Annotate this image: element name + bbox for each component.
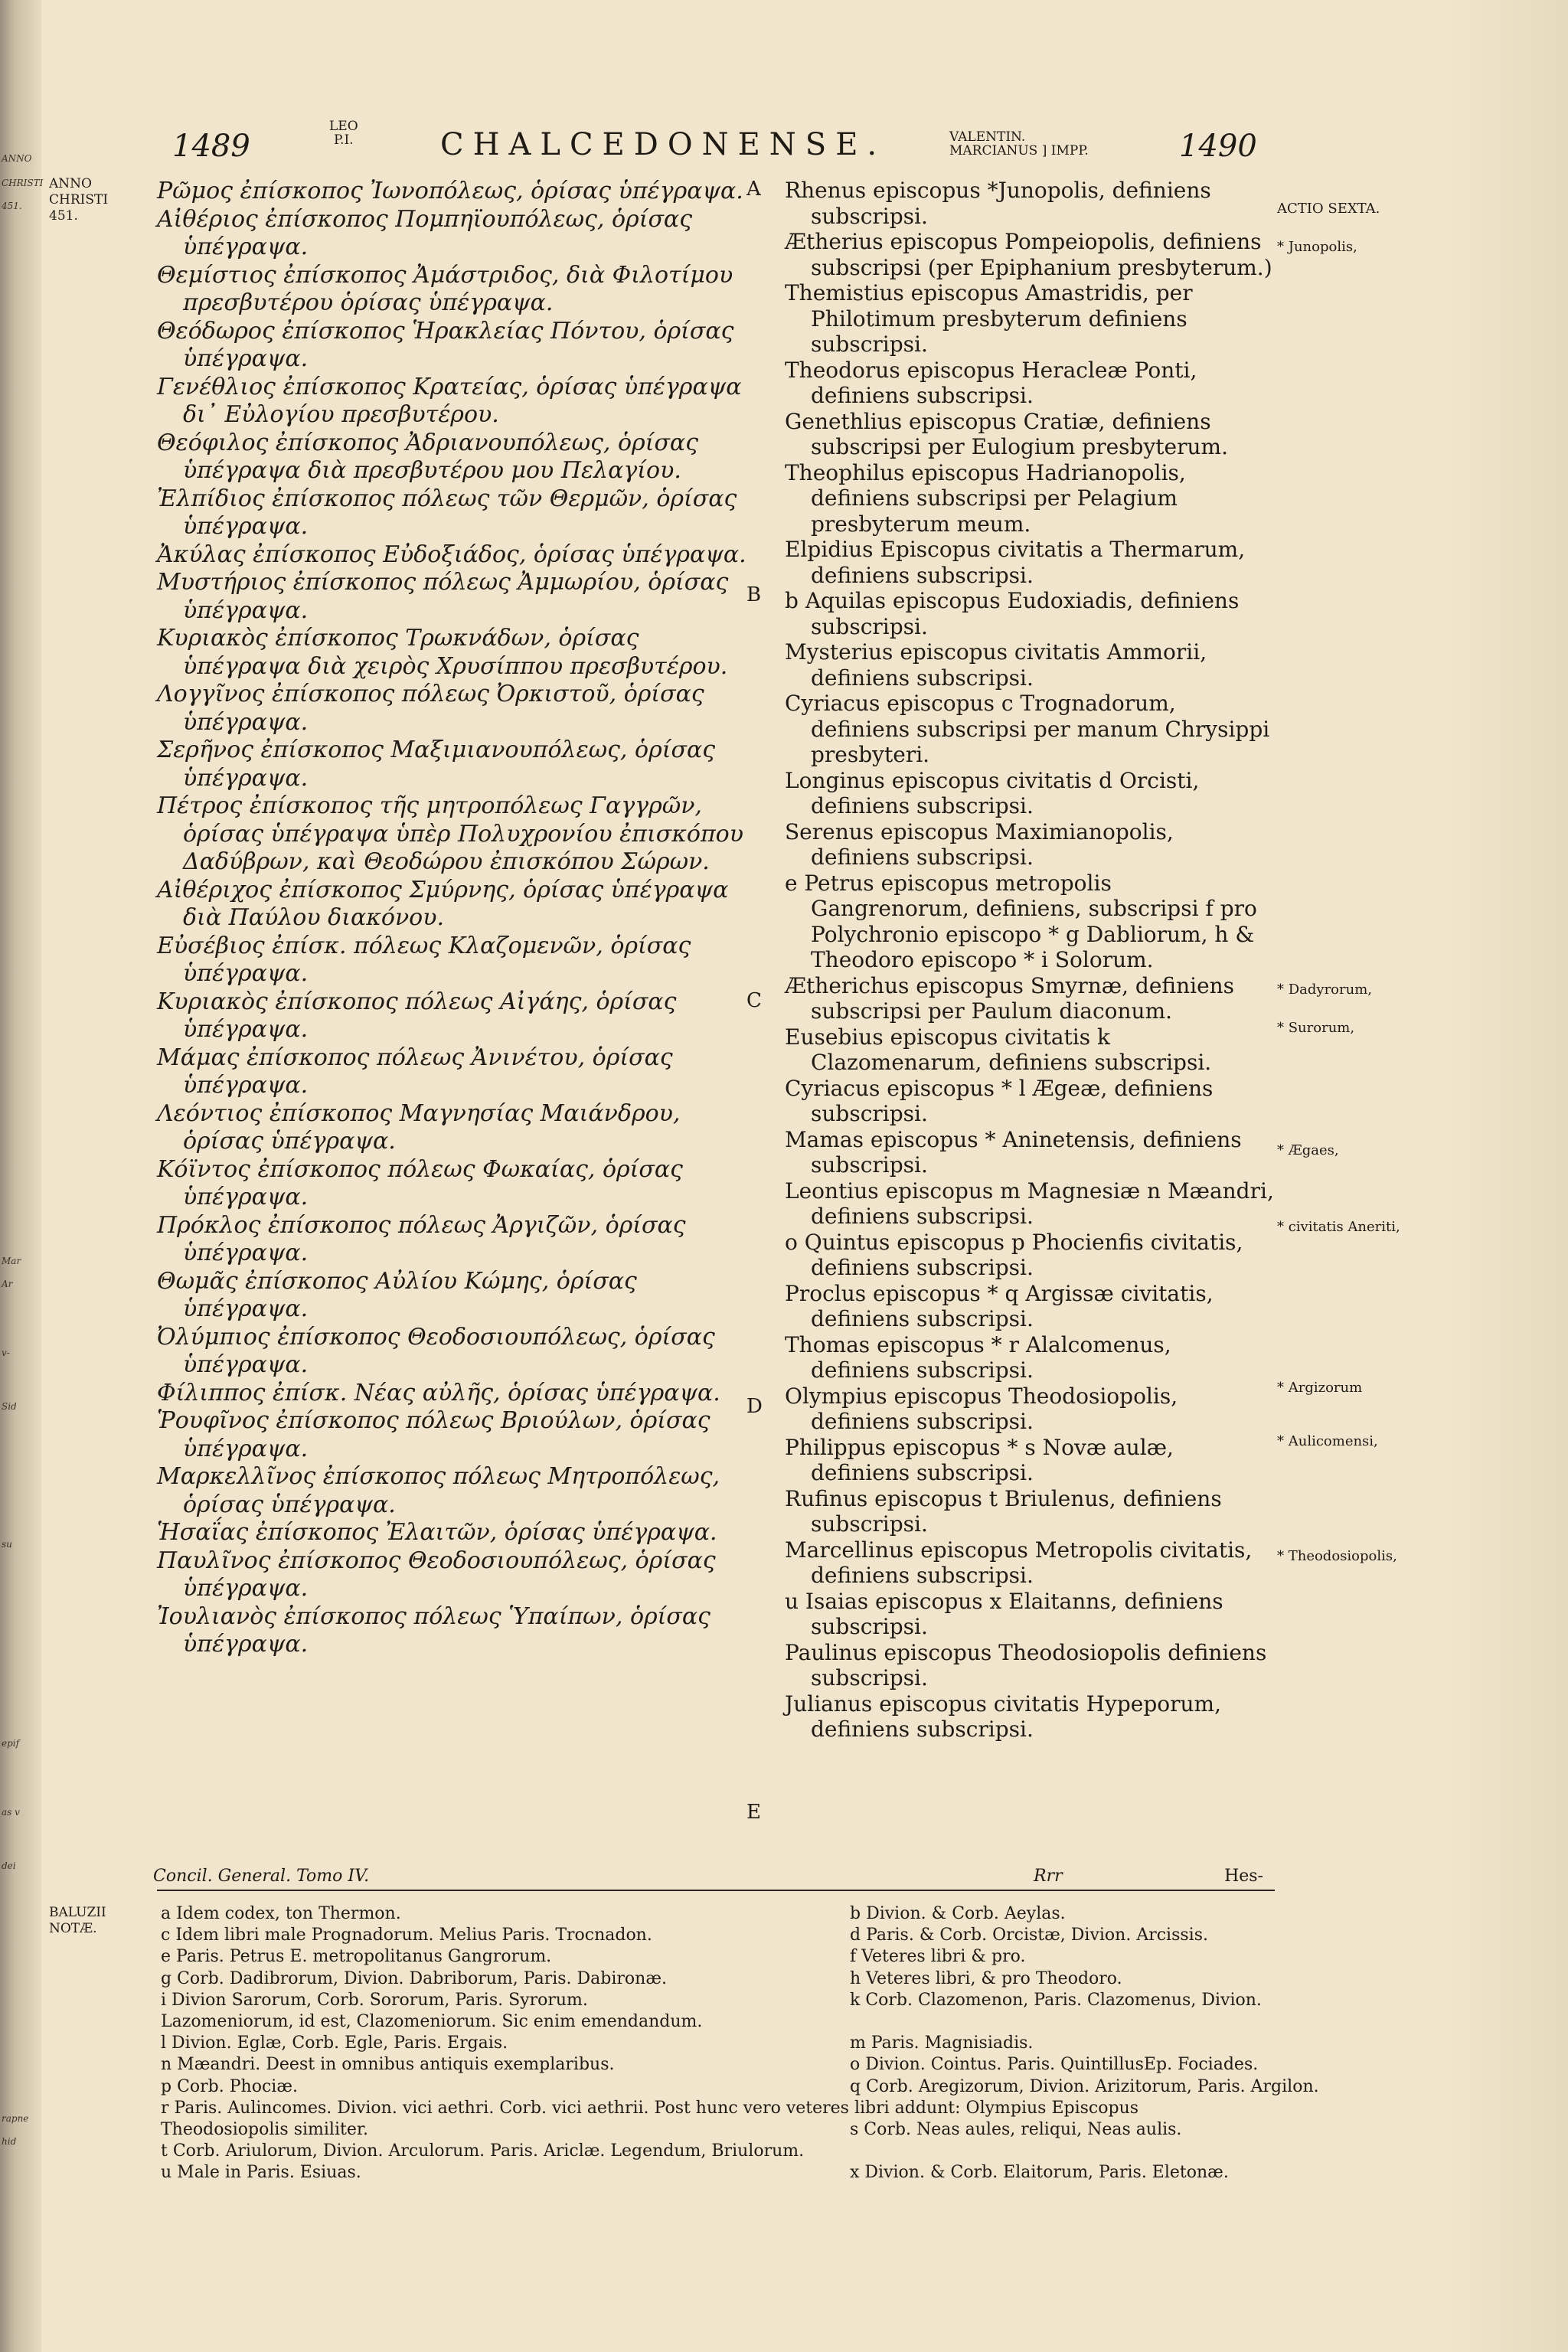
latin-entry: Serenus episcopus Maximianopolis, definiens subscripsi. bbox=[785, 818, 1174, 870]
margin-year-note bbox=[49, 176, 156, 224]
latin-entry: Julianus episcopus civitatis Hypeporum, definiens subscripsi. bbox=[785, 1690, 1221, 1742]
note-row bbox=[161, 1968, 1279, 1990]
section-marker-d: D bbox=[746, 1395, 763, 1418]
greek-entry: Σερῆνος ἐπίσκοπος Μαξιμιανουπόλεως, ὁρίσας ὑπέγραψα. bbox=[157, 737, 716, 792]
margin-note: * Argizorum bbox=[1277, 1380, 1363, 1396]
greek-entry: Μαρκελλῖνος ἐπίσκοπος πόλεως Μητροπόλεως, ὁρίσας ὑπέγραψα. bbox=[157, 1463, 720, 1518]
note-text: o Divion. Cointus. Paris. QuintillusEp. Fociades. bbox=[850, 2055, 1259, 2075]
latin-entry: Rhenus episcopus *Junopolis, definiens subscripsi. bbox=[785, 178, 1211, 229]
greek-entry: Αἰθέριος ἐπίσκοπος Πομπηϊουπόλεως, ὁρίσας ὑπέγραψα. bbox=[157, 205, 692, 260]
latin-entry: Paulinus episcopus Theodosiopolis definiens subscripsi. bbox=[785, 1639, 1267, 1690]
greek-entry: Γενέθλιος ἐπίσκοπος Κρατείας, ὁρίσας ὑπέγραψα δι᾽ Εὐλογίου πρεσβυτέρου. bbox=[157, 373, 742, 428]
greek-entry: Ἐλπίδιος ἐπίσκοπος πόλεως τῶν Θερμῶν, ὁρίσας ὑπέγραψα. bbox=[157, 485, 737, 540]
latin-entry: Themistius episcopus Amastridis, per Philotimum presbyterum definiens subscripsi. bbox=[785, 280, 1193, 357]
greek-entry: Ἡσαΐας ἐπίσκοπος Ἐλαιτῶν, ὁρίσας ὑπέγραψα. bbox=[157, 1519, 717, 1546]
greek-entry: Ὀλύμπιος ἐπίσκοπος Θεοδοσιουπόλεως, ὁρίσας ὑπέγραψα. bbox=[157, 1323, 715, 1378]
note-row bbox=[161, 2119, 1279, 2141]
greek-column bbox=[157, 178, 746, 1659]
note-text: k Corb. Clazomenon, Paris. Clazomenus, Divion. bbox=[850, 1990, 1262, 2010]
margin-note: * Dadyrorum, bbox=[1277, 982, 1373, 998]
latin-entry: Mysterius episcopus civitatis Ammorii, definiens subscripsi. bbox=[785, 639, 1207, 691]
spine-note: Ar bbox=[2, 1279, 13, 1289]
greek-entry: Αἰθέριχος ἐπίσκοπος Σμύρνης, ὁρίσας ὑπέγραψα διὰ Παύλου διακόνου. bbox=[157, 876, 729, 931]
greek-entry: Πέτρος ἐπίσκοπος τῆς μητροπόλεως Γαγγρῶν, ὁρίσας ὑπέγραψα ὑπὲρ Πολυχρονίου ἐπισκόπου Δαδύβρων, καὶ Θεοδώρου ἐπισκόπου Σώρων. bbox=[157, 792, 743, 875]
latin-entry: b Aquilas episcopus Eudoxiadis, definiens subscripsi. bbox=[785, 588, 1240, 639]
note-row bbox=[161, 2098, 1279, 2119]
greek-entry: Μυστήριος ἐπίσκοπος πόλεως Ἀμμωρίου, ὁρίσας ὑπέγραψα. bbox=[157, 569, 729, 624]
christi-label: CHRISTI bbox=[49, 192, 109, 207]
section-marker-e: E bbox=[746, 1801, 761, 1824]
latin-entry: e Petrus episcopus metropolis Gangrenorum, definiens, subscripsi f pro Polychronio episcopo * g Dabliorum, h & Theodoro episcopo * i Solorum. bbox=[785, 870, 1257, 972]
latin-entry: Philippus episcopus * s Novæ aulæ, definiens subscripsi. bbox=[785, 1434, 1174, 1485]
anno-label: ANNO bbox=[49, 176, 92, 191]
note-row bbox=[161, 2076, 1319, 2098]
latin-entry: u Isaias episcopus x Elaitanns, definiens subscripsi. bbox=[785, 1588, 1223, 1639]
margin-note: * civitatis Aneriti, bbox=[1277, 1219, 1400, 1235]
note-row bbox=[161, 2162, 1279, 2184]
margin-note: * Ægaes, bbox=[1277, 1142, 1339, 1158]
latin-entry: Elpidius Episcopus civitatis a Thermarum, definiens subscripsi. bbox=[785, 537, 1246, 588]
margin-note: * Junopolis, bbox=[1277, 239, 1357, 255]
spine-note: epif bbox=[2, 1738, 20, 1749]
greek-entry: Ἰουλιανὸς ἐπίσκοπος πόλεως Ὑπαίπων, ὁρίσας ὑπέγραψα. bbox=[157, 1602, 710, 1658]
page-footer bbox=[153, 1867, 1263, 1886]
latin-entry: Proclus episcopus * q Argissæ civitatis, definiens subscripsi. bbox=[785, 1280, 1214, 1331]
note-row bbox=[161, 2141, 1279, 2162]
note-text: a Idem codex, ton Thermon. bbox=[161, 1904, 401, 1923]
page-number-right: 1490 bbox=[1179, 129, 1257, 164]
latin-entry: Ætherius episcopus Pompeiopolis, definiens subscripsi (per Epiphanium presbyterum.) bbox=[785, 229, 1272, 280]
latin-entry: Ætherichus episcopus Smyrnæ, definiens subscripsi per Paulum diaconum. bbox=[785, 972, 1235, 1024]
note-text: q Corb. Aregizorum, Divion. Arizitorum, Paris. Argilon. bbox=[850, 2076, 1319, 2096]
note-text: Lazomeniorum, id est, Clazomeniorum. Sic enim emendandum. bbox=[161, 2011, 703, 2031]
greek-entry: Κόϊντος ἐπίσκοπος πόλεως Φωκαίας, ὁρίσας ὑπέγραψα. bbox=[157, 1155, 683, 1210]
greek-entry: Θωμᾶς ἐπίσκοπος Αὐλίου Κώμης, ὁρίσας ὑπέγραψα. bbox=[157, 1267, 637, 1322]
note-text: t Corb. Ariulorum, Divion. Arculorum. Paris. Ariclæ. Legendum, Briulorum. bbox=[161, 2141, 805, 2161]
footnote-rule bbox=[157, 1890, 1275, 1891]
greek-entry: Θεμίστιος ἐπίσκοπος Ἀμάστριδος, διὰ Φιλοτίμου πρεσβυτέρου ὁρίσας ὑπέγραψα. bbox=[157, 261, 733, 316]
catchword: Hes- bbox=[1224, 1867, 1263, 1886]
latin-entry: Thomas episcopus * r Alalcomenus, definiens subscripsi. bbox=[785, 1331, 1171, 1383]
greek-entry: Πρόκλος ἐπίσκοπος πόλεως Ἀργιζῶν, ὁρίσας ὑπέγραψα. bbox=[157, 1211, 686, 1266]
note-row bbox=[161, 1903, 1279, 1925]
spine-note: su bbox=[2, 1539, 12, 1550]
spine-note: dei bbox=[2, 1860, 16, 1871]
note-row bbox=[161, 1946, 1279, 1968]
latin-entry: Eusebius episcopus civitatis k Clazomenarum, definiens subscripsi. bbox=[785, 1024, 1212, 1075]
latin-entry: Mamas episcopus * Aninetensis, definiens subscripsi. bbox=[785, 1126, 1242, 1178]
note-text: c Idem libri male Prognadorum. Melius Paris. Trocnadon. bbox=[161, 1926, 652, 1945]
spine-note: Sid bbox=[2, 1401, 17, 1412]
latin-column bbox=[785, 178, 1275, 1743]
spine-note: v- bbox=[2, 1348, 10, 1358]
latin-entry: Rufinus episcopus t Briulenus, definiens subscripsi. bbox=[785, 1485, 1222, 1537]
spine-note: ANNO bbox=[2, 153, 32, 164]
note-text: e Paris. Petrus E. metropolitanus Gangrorum. bbox=[161, 1947, 552, 1967]
valentin-label: VALENTIN. bbox=[949, 129, 1026, 145]
spine-note: CHRISTI bbox=[2, 178, 44, 188]
spine-note: Mar bbox=[2, 1256, 21, 1266]
margin-note: * Theodosiopolis, bbox=[1277, 1548, 1397, 1564]
page-number-left: 1489 bbox=[172, 129, 250, 164]
impp-label: IMPP. bbox=[1050, 143, 1089, 158]
note-text: s Corb. Neas aules, reliqui, Neas aulis. bbox=[850, 2119, 1182, 2139]
latin-entry: Cyriacus episcopus c Trognadorum, definiens subscripsi per manum Chrysippi presbyteri. bbox=[785, 691, 1270, 767]
note-text: l Divion. Eglæ, Corb. Egle, Paris. Ergais. bbox=[161, 2034, 508, 2053]
note-text: b Divion. & Corb. Aeylas. bbox=[850, 1904, 1066, 1923]
margin-note-actio: ACTIO SEXTA. bbox=[1277, 201, 1380, 217]
section-marker-c: C bbox=[746, 989, 762, 1012]
greek-entry: Λεόντιος ἐπίσκοπος Μαγνησίας Μαιάνδρου, ὁρίσας ὑπέγραψα. bbox=[157, 1099, 681, 1155]
note-text: n Mæandri. Deest in omnibus antiquis exemplaribus. bbox=[161, 2055, 615, 2075]
greek-entry: Θεόδωρος ἐπίσκοπος Ἡρακλείας Πόντου, ὁρίσας ὑπέγραψα. bbox=[157, 317, 734, 372]
note-text: m Paris. Magnisiadis. bbox=[850, 2034, 1034, 2053]
greek-entry: Θεόφιλος ἐπίσκοπος Ἀδριανουπόλεως, ὁρίσας ὑπέγραψα διὰ πρεσβυτέρου μου Πελαγίου. bbox=[157, 429, 698, 484]
page-shade bbox=[1446, 0, 1568, 2352]
running-head-leo bbox=[329, 119, 358, 147]
note-text: Theodosiopolis similiter. bbox=[161, 2119, 368, 2139]
leo-label: LEO bbox=[329, 119, 358, 134]
spine-note: rapne bbox=[2, 2113, 29, 2124]
note-row bbox=[161, 1990, 1279, 2011]
note-row bbox=[161, 2011, 1279, 2033]
latin-entry: Marcellinus episcopus Metropolis civitatis, definiens subscripsi. bbox=[785, 1537, 1253, 1588]
latin-entry: o Quintus episcopus p Phocienfis civitatis, definiens subscripsi. bbox=[785, 1229, 1243, 1280]
latin-entry: Theodorus episcopus Heracleæ Ponti, definiens subscripsi. bbox=[785, 357, 1197, 408]
section-marker-b: B bbox=[746, 583, 762, 606]
year-label: 451. bbox=[49, 208, 78, 224]
marcianus-label: MARCIANUS bbox=[949, 143, 1038, 158]
footnotes bbox=[161, 1903, 1319, 2184]
notae-label: NOTÆ. bbox=[49, 1921, 97, 1936]
latin-entry: Longinus episcopus civitatis d Orcisti, definiens subscripsi. bbox=[785, 767, 1200, 818]
leo-sub-label: P.I. bbox=[334, 132, 354, 148]
greek-entry: Κυριακὸς ἐπίσκοπος Τρωκνάδων, ὁρίσας ὑπέγραψα διὰ χειρὸς Χρυσίππου πρεσβυτέρου. bbox=[157, 625, 728, 680]
note-text: g Corb. Dadibrorum, Divion. Dabriborum, Paris. Dabironæ. bbox=[161, 1968, 668, 1988]
latin-entry: Olympius episcopus Theodosiopolis, definiens subscripsi. bbox=[785, 1383, 1178, 1434]
note-text: d Paris. & Corb. Orcistæ, Divion. Arcissis. bbox=[850, 1926, 1208, 1945]
note-row bbox=[161, 2033, 1279, 2054]
note-text: x Divion. & Corb. Elaitorum, Paris. Eletonæ. bbox=[850, 2163, 1229, 2183]
note-text: h Veteres libri, & pro Theodoro. bbox=[850, 1968, 1122, 1988]
section-marker-a: A bbox=[746, 178, 761, 201]
note-row bbox=[161, 1925, 1279, 1946]
book-spine bbox=[0, 0, 44, 2352]
running-title: CHALCEDONENSE. bbox=[440, 127, 887, 162]
spine-note: hid bbox=[2, 2136, 17, 2147]
spine-note: as v bbox=[2, 1807, 20, 1818]
baluzii-label: BALUZII bbox=[49, 1905, 106, 1920]
note-row bbox=[161, 2054, 1279, 2076]
notes-label bbox=[49, 1905, 106, 1937]
volume-label: Concil. General. Tomo IV. bbox=[153, 1867, 370, 1886]
latin-entry: Genethlius episcopus Cratiæ, definiens subscripsi per Eulogium presbyterum. bbox=[785, 408, 1228, 459]
greek-entry: Παυλῖνος ἐπίσκοπος Θεοδοσιουπόλεως, ὁρίσας ὑπέγραψα. bbox=[157, 1547, 716, 1602]
latin-entry: Leontius episcopus m Magnesiæ n Mæandri, definiens subscripsi. bbox=[785, 1178, 1274, 1229]
greek-entry: Μάμας ἐπίσκοπος πόλεως Ἀνινέτου, ὁρίσας ὑπέγραψα. bbox=[157, 1044, 673, 1099]
latin-entry: Cyriacus episcopus * l Ægeæ, definiens subscripsi. bbox=[785, 1075, 1214, 1126]
running-head-emperors: VALENTIN. MARCIANUS ] IMPP. bbox=[949, 129, 1089, 158]
greek-entry: Λογγῖνος ἐπίσκοπος πόλεως Ὀρκιστοῦ, ὁρίσας ὑπέγραψα. bbox=[157, 681, 704, 736]
signature-mark: Rrr bbox=[1034, 1867, 1063, 1886]
note-text: p Corb. Phociæ. bbox=[161, 2076, 298, 2096]
spine-note: 451. bbox=[2, 201, 22, 211]
greek-entry: Εὐσέβιος ἐπίσκ. πόλεως Κλαζομενῶν, ὁρίσας ὑπέγραψα. bbox=[157, 932, 691, 987]
greek-entry: Φίλιππος ἐπίσκ. Νέας αὐλῆς, ὁρίσας ὑπέγραψα. bbox=[157, 1379, 720, 1406]
note-text: r Paris. Aulincomes. Divion. vici aethri. Corb. vici aethrii. Post hunc vero veteres libri addunt: Olympius Episcopus bbox=[161, 2098, 1139, 2118]
margin-note: * Surorum, bbox=[1277, 1020, 1355, 1036]
note-text: f Veteres libri & pro. bbox=[850, 1947, 1026, 1967]
note-text: u Male in Paris. Esiuas. bbox=[161, 2163, 361, 2183]
greek-entry: Ἀκύλας ἐπίσκοπος Εὐδοξιάδος, ὁρίσας ὑπέγραψα. bbox=[157, 541, 746, 568]
note-text: i Divion Sarorum, Corb. Sororum, Paris. Syrorum. bbox=[161, 1990, 588, 2010]
margin-note: * Aulicomensi, bbox=[1277, 1433, 1378, 1449]
greek-entry: Κυριακὸς ἐπίσκοπος πόλεως Αἰγάης, ὁρίσας ὑπέγραψα. bbox=[157, 988, 677, 1043]
greek-entry: Ρῶμος ἐπίσκοπος Ἰωνοπόλεως, ὁρίσας ὑπέγραψα. bbox=[157, 178, 743, 204]
greek-entry: Ῥουφῖνος ἐπίσκοπος πόλεως Βριούλων, ὁρίσας ὑπέγραψα. bbox=[157, 1407, 710, 1462]
page-header bbox=[157, 115, 1275, 176]
latin-entry: Theophilus episcopus Hadrianopolis, definiens subscripsi per Pelagium presbyterum meum. bbox=[785, 459, 1186, 537]
